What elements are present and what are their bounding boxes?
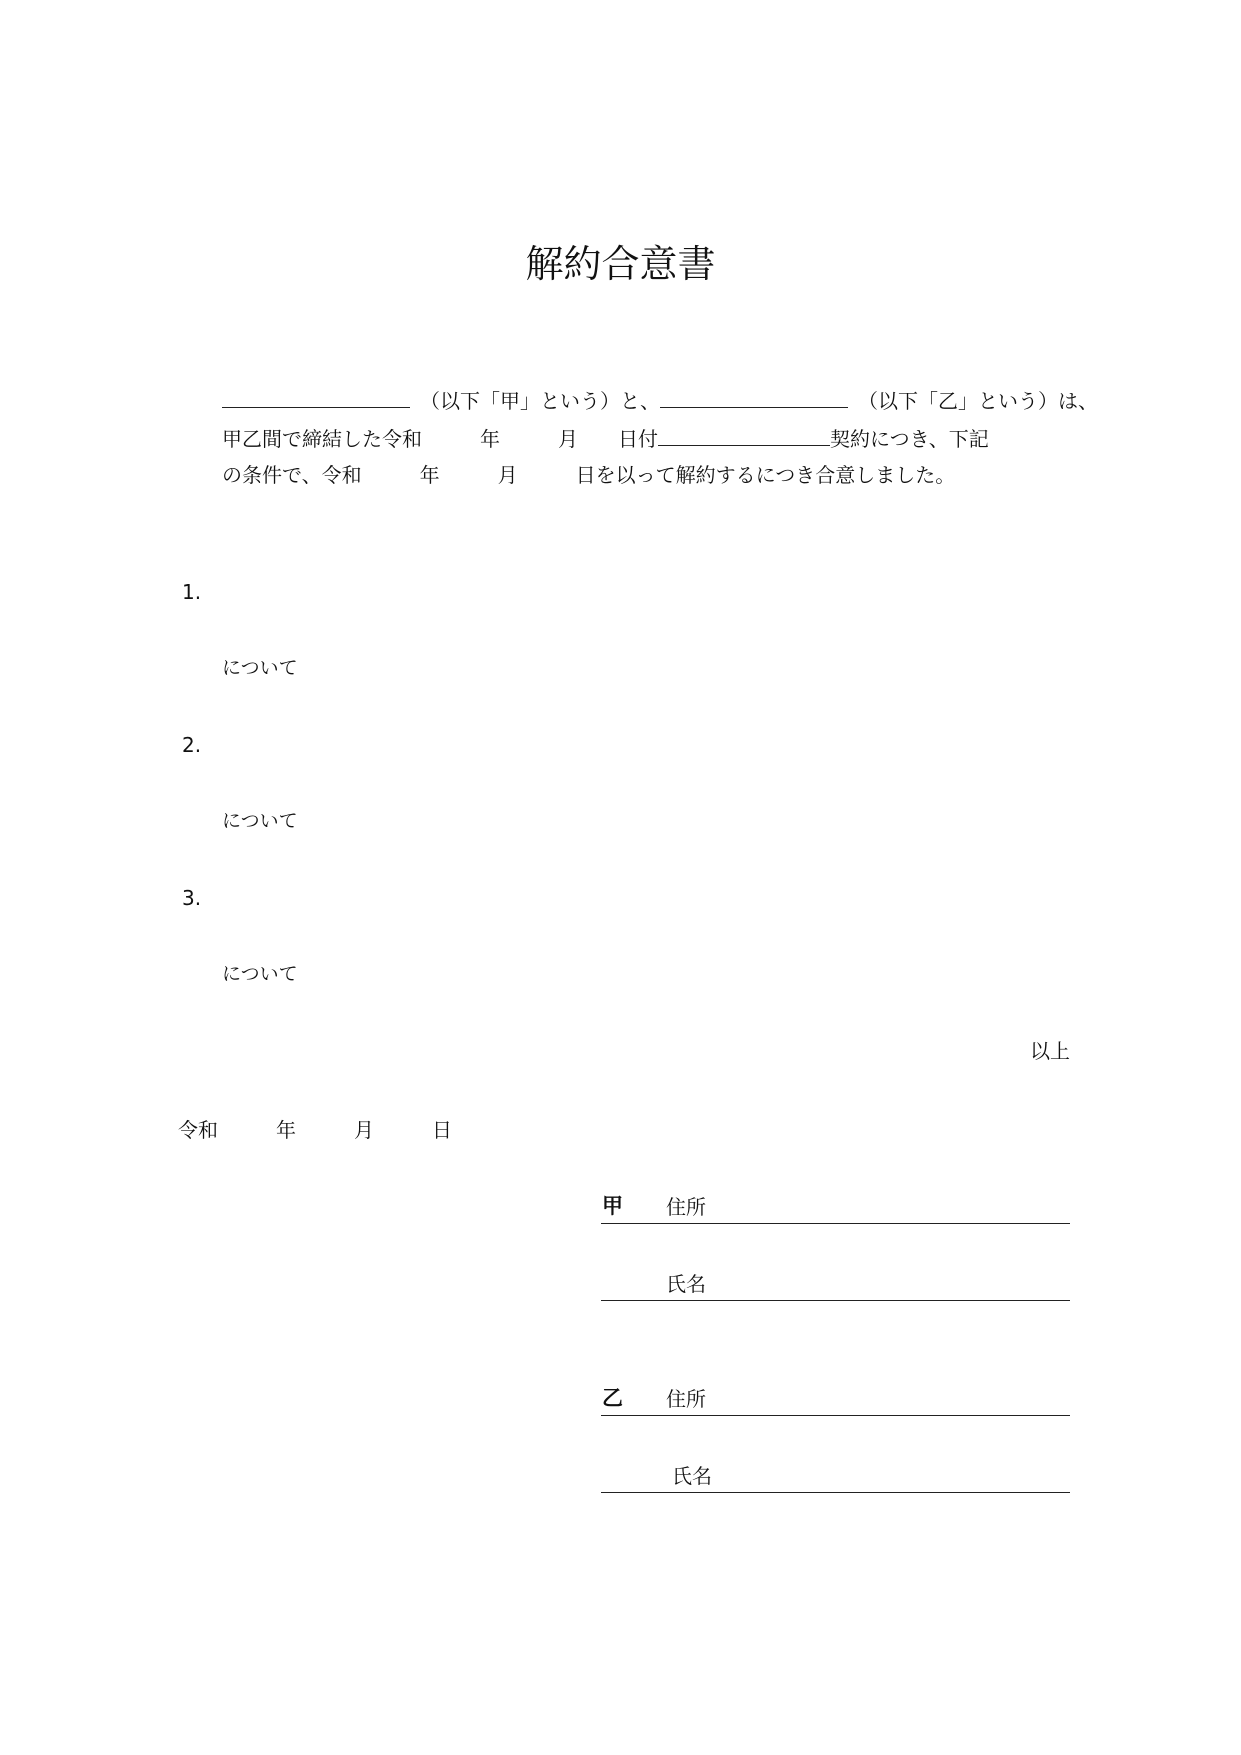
date-day: 日: [432, 1118, 452, 1142]
date-month: 月: [354, 1118, 374, 1142]
termination-statement: 日を以って解約するにつき合意しました。: [575, 463, 956, 487]
intro-line-1: [222, 385, 1098, 415]
intro-line-2: [222, 423, 989, 453]
contract-day-label: 日付: [618, 427, 658, 451]
contract-name-blank[interactable]: [658, 423, 830, 446]
date-era: 令和: [178, 1118, 218, 1142]
party-otsu-label: 乙: [602, 1386, 623, 1410]
contract-year-label: 年: [480, 427, 500, 451]
item-3-about: について: [222, 963, 298, 985]
signing-date: [178, 1116, 452, 1144]
closing-mark: 以上: [1030, 1039, 1070, 1063]
party-ko-label: 甲: [602, 1194, 623, 1218]
termination-month-label: 月: [497, 463, 518, 487]
party-ko-name-label: 氏名: [666, 1272, 706, 1296]
party-ko-address-line[interactable]: [601, 1223, 1070, 1224]
party-otsu-blank[interactable]: [660, 385, 848, 408]
party-otsu-name-label: 氏名: [672, 1464, 712, 1488]
ko-definition: （以下「甲」という）と、: [420, 389, 660, 413]
contract-month-label: 月: [558, 427, 578, 451]
contract-suffix: 契約につき、下記: [830, 427, 989, 451]
intro-line-3: [222, 461, 955, 489]
contract-date-prefix: 甲乙間で締結した令和: [222, 427, 422, 451]
party-otsu-address-label: 住所: [666, 1387, 706, 1411]
date-year: 年: [276, 1118, 296, 1142]
item-1-number: 1.: [182, 580, 202, 604]
item-1-about: について: [222, 657, 298, 679]
otsu-definition: （以下「乙」という）は、: [858, 389, 1098, 413]
item-2-about: について: [222, 810, 298, 832]
item-2-number: 2.: [182, 733, 202, 757]
party-otsu-name-line[interactable]: [601, 1492, 1070, 1493]
party-otsu-address-line[interactable]: [601, 1415, 1070, 1416]
party-ko-blank[interactable]: [222, 385, 410, 408]
termination-date-prefix: の条件で、令和: [222, 463, 362, 487]
termination-year-label: 年: [419, 463, 440, 487]
party-ko-name-line[interactable]: [601, 1300, 1070, 1301]
document-title: 解約合意書: [525, 242, 716, 286]
item-3-number: 3.: [182, 886, 202, 910]
party-ko-address-label: 住所: [666, 1195, 706, 1219]
